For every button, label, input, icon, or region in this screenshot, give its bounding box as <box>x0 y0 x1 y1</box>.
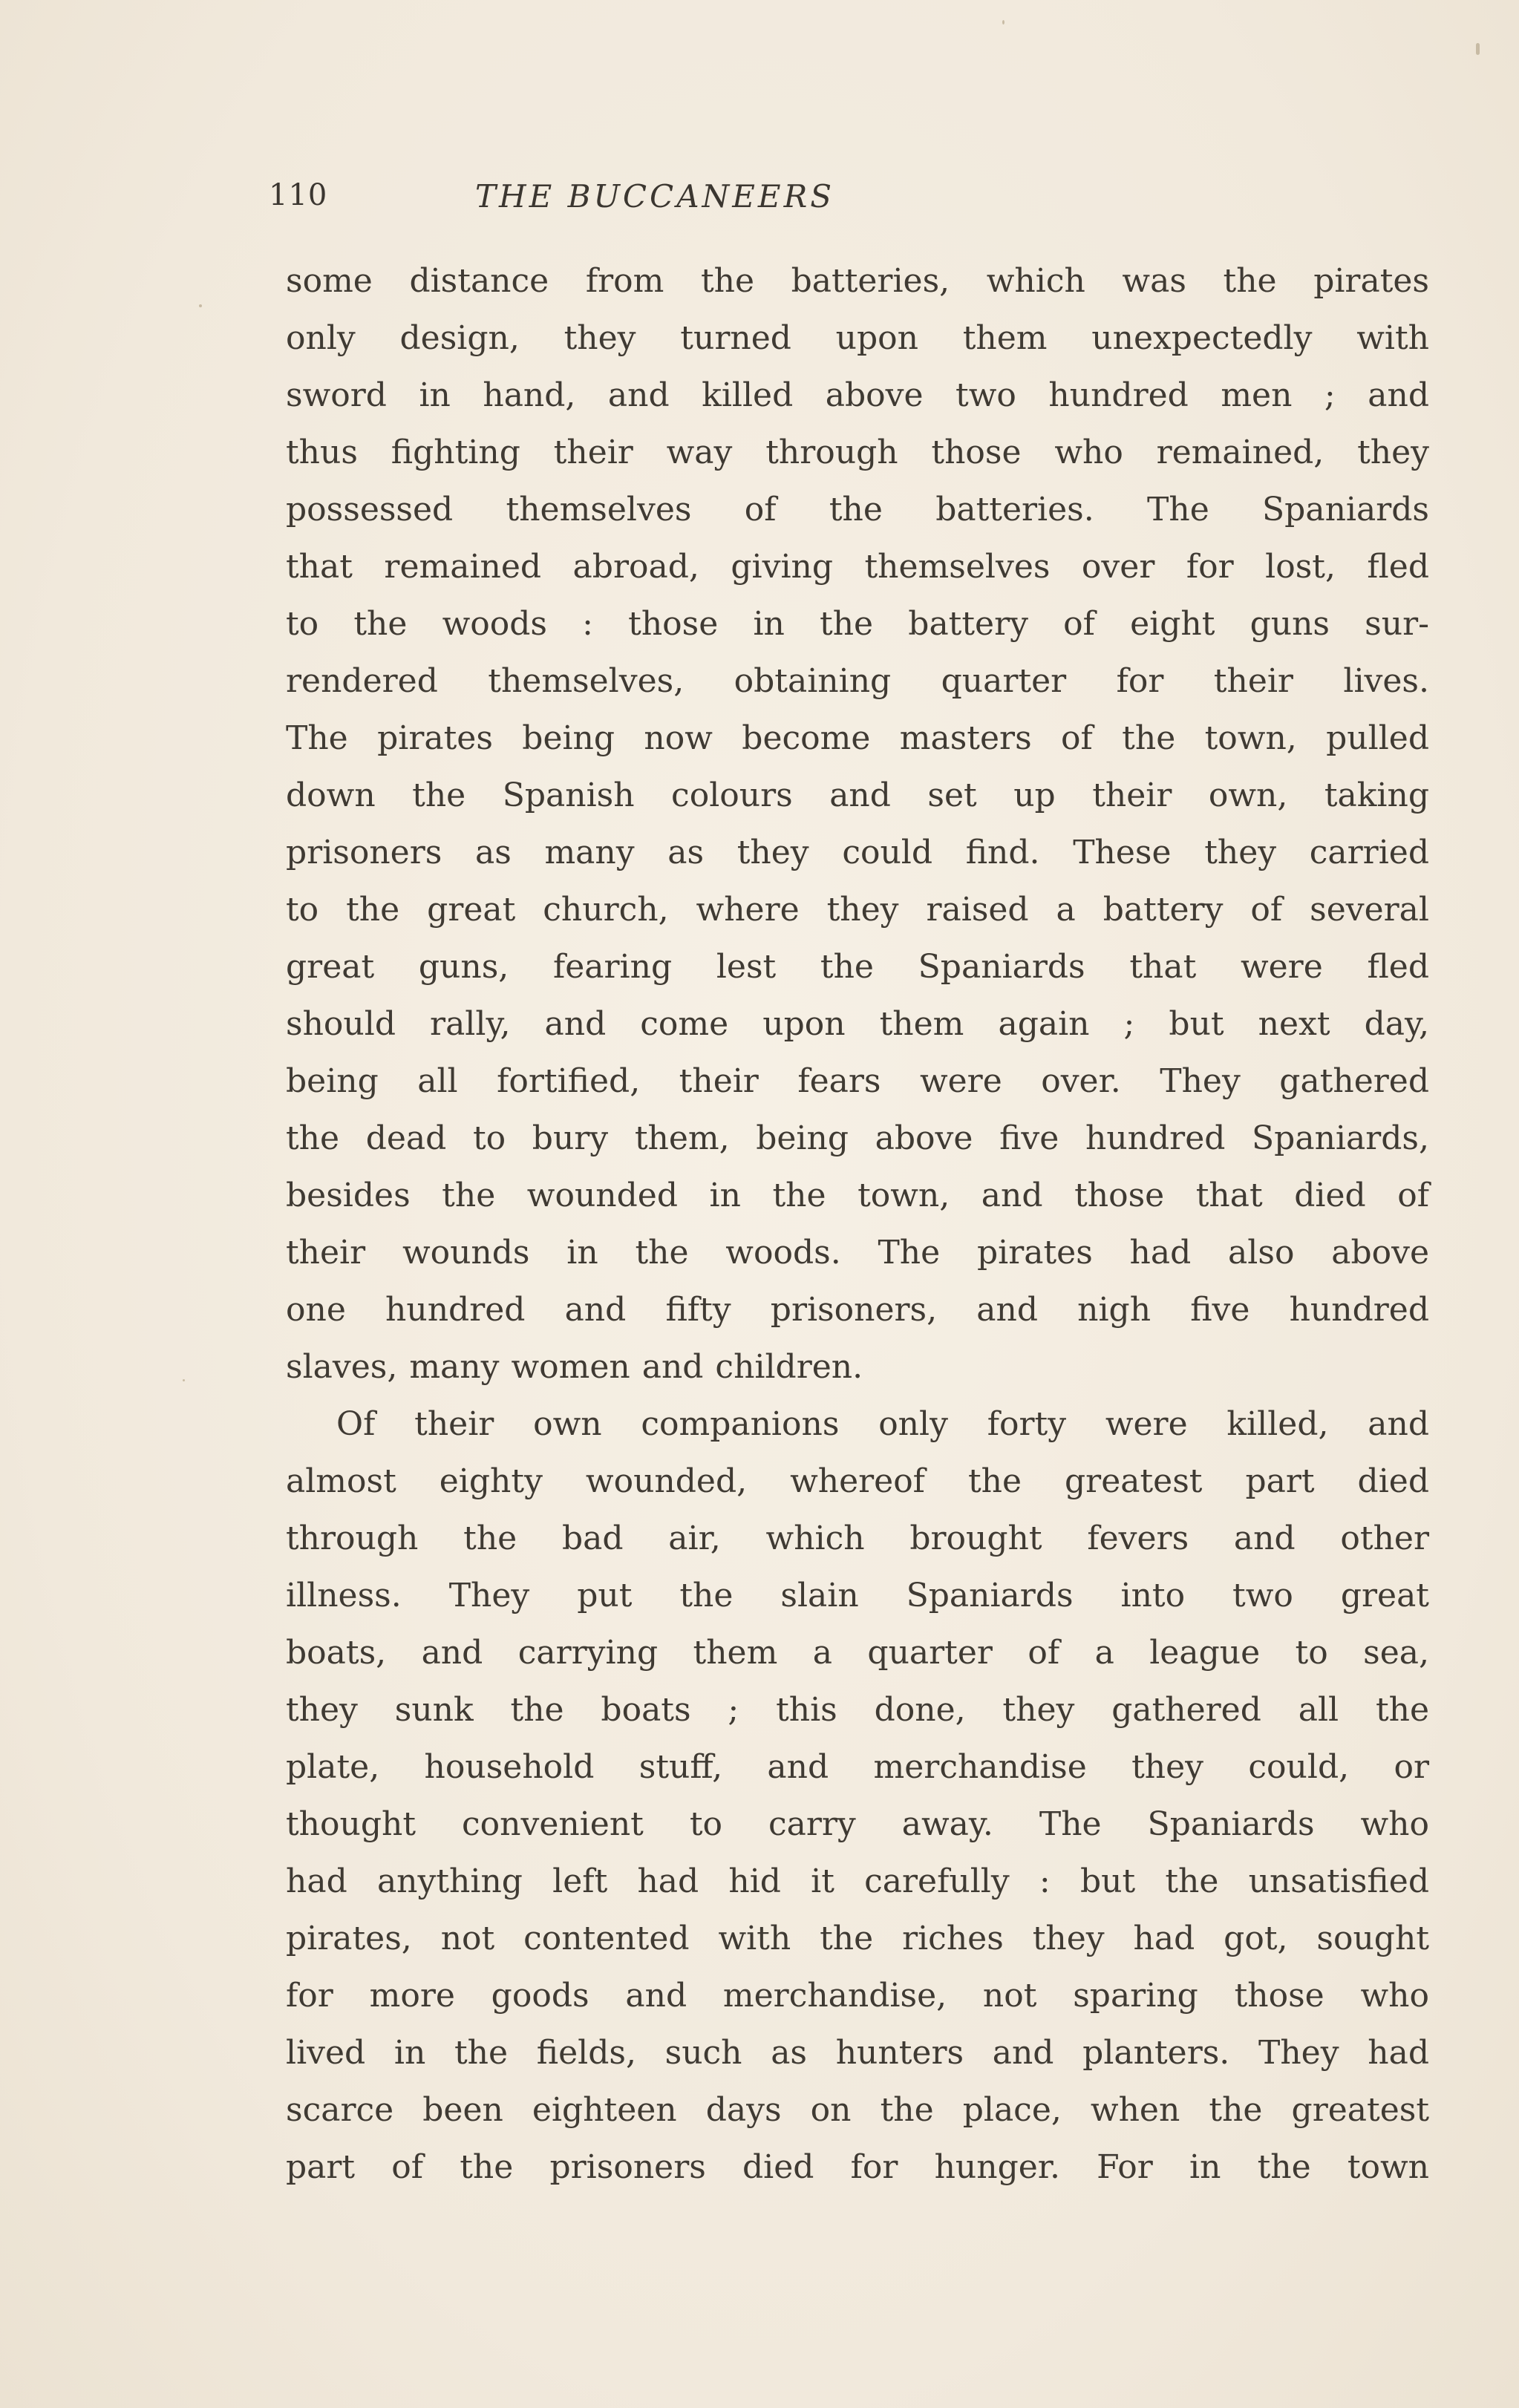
text-line: only design, they turned upon them unexpectedly with <box>286 319 1429 357</box>
page-speck <box>1002 20 1004 24</box>
text-line: scarce been eighteen days on the place, when the greatest <box>286 2091 1429 2129</box>
text-line: besides the wounded in the town, and those that died of <box>286 1177 1429 1214</box>
text-line: that remained abroad, giving themselves over for lost, fled <box>286 548 1429 586</box>
running-title: THE BUCCANEERS <box>475 178 834 215</box>
text-line: plate, household stuff, and merchandise they could, or <box>286 1748 1429 1786</box>
text-line: some distance from the batteries, which was the pirates <box>286 262 1429 300</box>
text-line: slaves, many women and children. <box>286 1348 863 1386</box>
text-line: pirates, not contented with the riches they had got, sought <box>286 1920 1429 1957</box>
text-line: had anything left had hid it carefully : but the unsatisfied <box>286 1862 1429 1900</box>
text-line: rendered themselves, obtaining quarter for their lives. <box>286 662 1429 700</box>
text-line: possessed themselves of the batteries. The Spaniards <box>286 491 1429 529</box>
page-speck <box>1476 43 1480 55</box>
text-line: down the Spanish colours and set up their own, taking <box>286 776 1429 814</box>
text-line: through the bad air, which brought fevers and other <box>286 1519 1429 1557</box>
text-line: The pirates being now become masters of the town, pulled <box>286 719 1429 757</box>
paragraph-1 <box>286 252 1429 1396</box>
text-line: the dead to bury them, being above five hundred Spaniards, <box>286 1119 1429 1157</box>
text-line: great guns, fearing lest the Spaniards that were fled <box>286 948 1429 986</box>
text-line: to the woods : those in the battery of eight guns sur- <box>286 605 1429 643</box>
text-line: being all fortified, their fears were over. They gathered <box>286 1062 1429 1100</box>
text-line: part of the prisoners died for hunger. For in the town <box>286 2148 1429 2186</box>
text-line: should rally, and come upon them again ; but next day, <box>286 1005 1429 1043</box>
text-line: illness. They put the slain Spaniards into two great <box>286 1577 1429 1614</box>
text-line: one hundred and fifty prisoners, and nigh five hundred <box>286 1291 1429 1329</box>
text-line: prisoners as many as they could find. These they carried <box>286 834 1429 871</box>
page-speck <box>183 1379 185 1381</box>
page-number: 110 <box>269 178 328 212</box>
text-line: Of their own companions only forty were killed, and <box>336 1405 1429 1443</box>
text-line: thought convenient to carry away. The Spaniards who <box>286 1805 1429 1843</box>
text-line: for more goods and merchandise, not sparing those who <box>286 1977 1429 2015</box>
page-speck <box>199 304 202 307</box>
text-line: almost eighty wounded, whereof the greatest part died <box>286 1462 1429 1500</box>
page-header <box>269 175 1035 220</box>
body-text <box>286 252 1429 2196</box>
text-line: they sunk the boats ; this done, they gathered all the <box>286 1691 1429 1729</box>
text-line: lived in the fields, such as hunters and planters. They had <box>286 2034 1429 2072</box>
text-line: to the great church, where they raised a battery of several <box>286 891 1429 929</box>
text-line: boats, and carrying them a quarter of a league to sea, <box>286 1634 1429 1672</box>
paragraph-2 <box>286 1396 1429 2196</box>
text-line: sword in hand, and killed above two hundred men ; and <box>286 376 1429 414</box>
text-line: their wounds in the woods. The pirates had also above <box>286 1234 1429 1272</box>
text-line: thus fighting their way through those who remained, they <box>286 433 1429 471</box>
